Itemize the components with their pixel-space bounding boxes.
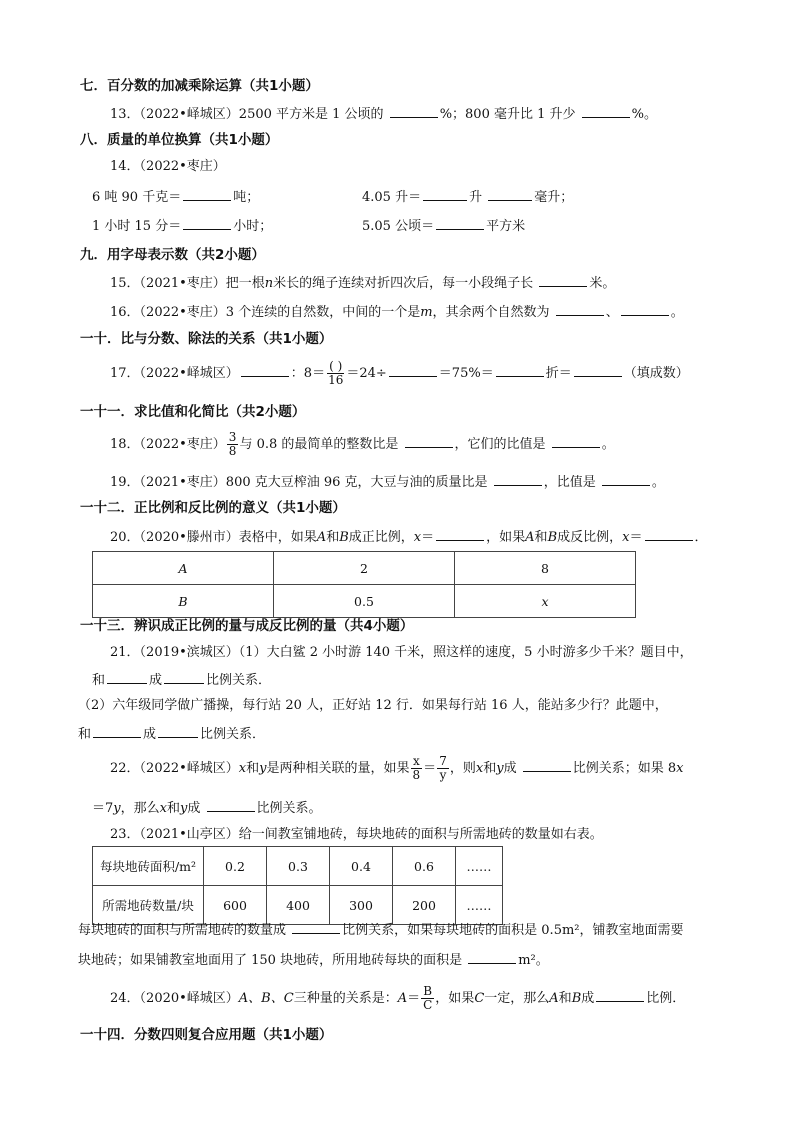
q21-text: 成 [143,727,157,742]
answer-blank[interactable] [582,104,630,118]
q24-text: 一定，那么 [484,991,550,1006]
q20-text: 和 [534,530,548,545]
q13-text: %；800 毫升比 1 升少 [439,107,576,122]
answer-blank[interactable] [602,472,650,486]
q20-text: 和 [326,530,340,545]
table-cell: A [93,552,274,585]
q22-text: 22．（2022•峄城区） [110,761,239,776]
q24-text: ＝ [407,991,421,1006]
q22-text: 和 [246,761,260,776]
var-a: A [397,991,408,1006]
q22-text: 比例关系。 [256,801,322,816]
q20-text: 20．（2020•滕州市）表格中，如果 [110,530,317,545]
q22-text: 成 [187,801,201,816]
answer-blank[interactable] [494,472,542,486]
fraction-denominator: 8 [228,444,237,458]
answer-blank[interactable] [389,363,437,377]
answer-blank[interactable] [556,302,604,316]
q24-text: ，如果 [435,991,475,1006]
table-cell: …… [456,847,503,886]
table-cell: …… [456,886,503,925]
q14-item-c [92,216,272,236]
question-23: 23．（2021•山亭区）给一间教室铺地砖，每块地砖的面积与所需地砖的数量如右表。 [110,827,603,842]
q14-text: 吨； [233,190,260,205]
fraction-numerator: B [423,984,433,998]
answer-blank[interactable] [292,920,340,934]
q14-text: 平方米 [486,219,526,234]
q21-text: 和 [78,727,92,742]
var-x: x [238,761,247,776]
var-x: x [676,761,684,776]
question-20 [110,527,708,547]
q17-text: ＝24÷ [346,366,387,381]
answer-blank[interactable] [390,104,438,118]
q17-text: （填成数） [623,366,689,381]
table-cell: 200 [393,886,456,925]
q18-text: 。 [601,437,615,452]
answer-blank[interactable] [164,670,204,684]
var-y: y [180,801,188,816]
q22-text: ＝7 [92,801,114,816]
fraction [411,755,423,782]
q14-item-a [92,187,259,207]
var-y: y [113,801,121,816]
fraction [421,985,434,1012]
answer-blank[interactable] [552,434,600,448]
q18-text: 18．（2022•枣庄） [110,437,226,452]
q23-text: m²。 [518,953,549,968]
q20-text: 成反比例， [557,530,623,545]
var-a: A [549,991,559,1006]
var-n: n [264,276,274,291]
q13-text: %。 [631,107,658,122]
table-cell: 0.6 [393,847,456,886]
fraction-denominator: y [439,768,447,782]
answer-blank[interactable] [596,988,644,1002]
section-11-title: 一十一．求比值和化简比（共2小题） [80,404,306,420]
answer-blank[interactable] [423,187,467,201]
q17-text: ：8＝ [290,366,326,381]
q20-text: ． [694,530,708,545]
answer-blank[interactable] [436,527,484,541]
section-9-title: 九．用字母表示数（共2小题） [80,247,265,263]
question-16 [110,302,684,322]
question-21-line-4 [78,724,265,744]
q22-text: ＝ [423,761,437,776]
question-14: 14．（2022•枣庄） [110,159,226,174]
q20-table [92,551,636,618]
table-row [93,585,636,618]
q16-text: 、 [605,305,619,320]
q18-text: ，它们的比值是 [454,437,546,452]
fraction-denominator: 8 [412,768,421,782]
q21-text: 比例关系． [200,727,266,742]
answer-blank[interactable] [645,527,693,541]
q20-text: 成正比例， [348,530,414,545]
answer-blank[interactable] [93,724,141,738]
question-24 [110,985,685,1012]
fraction [227,431,239,458]
var-y: y [259,761,267,776]
var-x: x [159,801,167,816]
table-cell: 8 [455,552,636,585]
q24-text: 比例． [646,991,686,1006]
q14-text: 5.05 公顷＝ [362,219,435,234]
q24-text: 和 [558,991,572,1006]
table-cell: 0.2 [204,847,267,886]
section-14-title: 一十四．分数四则复合应用题（共1小题） [80,1027,333,1043]
q21-text: 成 [149,673,163,688]
var-b: B [571,991,582,1006]
question-19 [110,472,665,492]
q22-text: 比例关系；如果 8 [572,761,677,776]
question-13 [110,104,657,124]
q17-text: 折＝ [545,366,572,381]
question-15 [110,273,615,293]
answer-blank[interactable] [436,216,484,230]
question-18 [110,431,615,458]
q21-text: 和 [92,673,106,688]
q21-text: 比例关系． [206,673,272,688]
var-b: B [339,530,349,545]
q15-text: 米。 [589,276,616,291]
q14-text: 小时； [233,219,273,234]
var-a: A [316,530,327,545]
q23-text: 块地砖；如果铺教室地面用了 150 块地砖，所用地砖每块的面积是 [78,953,463,968]
answer-blank[interactable] [468,950,516,964]
table-row [93,847,503,886]
question-21-line-2 [92,670,271,690]
q14-item-b [362,187,573,207]
q20-text: ＝ [629,530,643,545]
var-c: C [474,991,485,1006]
q15-text: 米长的绳子连续对折四次后，每一小段绳子长 [273,276,534,291]
q14-text: 毫升； [534,190,574,205]
answer-blank[interactable] [183,216,231,230]
table-row [93,552,636,585]
table-cell: 0.3 [267,847,330,886]
q16-text: 。 [670,305,684,320]
table-cell: 600 [204,886,267,925]
section-7-title: 七．百分数的加减乘除运算（共1小题） [80,78,319,94]
q22-text: 是两种相关联的量，如果 [266,761,410,776]
question-22-line-2 [92,798,322,818]
fraction-denominator: C [423,998,433,1012]
table-cell: 400 [267,886,330,925]
table-cell: B [93,585,274,618]
var-x: x [475,761,484,776]
answer-blank[interactable] [574,363,622,377]
q18-text: 与 0.8 的最简单的整数比是 [239,437,399,452]
section-13-title: 一十三．辨识成正比例的量与成反比例的量（共4小题） [80,618,414,634]
q22-text: ，那么 [120,801,160,816]
fraction [326,360,345,387]
question-21-line-3: （2）六年级同学做广播操，每行站 20 人，正好站 12 行．如果每行站 16 人，能站多少行？此题中， [78,698,668,713]
section-8-title: 八．质量的单位换算（共1小题） [80,132,279,148]
answer-blank[interactable] [183,187,231,201]
q15-text: 15．（2021•枣庄）把一根 [110,276,265,291]
var-b: B [547,530,558,545]
var-x: x [622,530,630,545]
fraction-numerator: 3 [228,430,237,444]
answer-blank[interactable] [241,363,289,377]
question-21-line-1: 21．（2019•滨城区）（1）大白鲨 2 小时游 140 千米，照这样的速度，5 小时游多少千米？题目中， [110,645,693,660]
section-10-title: 一十．比与分数、除法的关系（共1小题） [80,331,333,347]
q23-text: 每块地砖的面积与所需地砖的数量成 [78,923,287,938]
q17-text: 17．（2022•峄城区） [110,366,239,381]
q14-text: 6 吨 90 千克＝ [92,190,182,205]
answer-blank[interactable] [207,798,255,812]
q17-text: ＝75%＝ [438,366,494,381]
var-abc: A、B、C [238,991,294,1006]
q24-text: 成 [581,991,595,1006]
table-cell: 0.4 [330,847,393,886]
q14-text: 升 [469,190,483,205]
q16-text: 16．（2022•枣庄）3 个连续的自然数，中间的一个是 [110,305,421,320]
fraction-numerator: 7 [439,754,447,768]
q20-text: ，如果 [486,530,526,545]
var-x: x [413,530,422,545]
table-cell: 每块地砖面积/m² [93,847,204,886]
answer-blank[interactable] [405,434,453,448]
answer-blank[interactable] [539,273,587,287]
q14-item-d [362,216,525,236]
q16-text: ，其余两个自然数为 [432,305,550,320]
q22-text: 和 [167,801,181,816]
q23-text: 比例关系，如果每块地砖的面积是 0.5m²，铺教室地面需要 [342,923,684,938]
table-row [93,886,503,925]
table-cell: x [455,585,636,618]
fraction-numerator: x [412,754,420,768]
q24-text: 24．（2020•峄城区） [110,991,239,1006]
q22-text: 和 [483,761,497,776]
fraction [437,755,449,782]
q14-text: 4.05 升＝ [362,190,422,205]
fraction-denominator: 16 [328,373,344,387]
q19-text: 。 [651,475,665,490]
question-22-line-1 [110,755,683,782]
var-y: y [496,761,504,776]
fraction-numerator[interactable]: ( ) [329,359,343,373]
q20-text: ＝ [421,530,435,545]
answer-blank[interactable] [496,363,544,377]
q22-text: ，则 [449,761,476,776]
table-cell: 0.5 [274,585,455,618]
q19-text: ，比值是 [543,475,596,490]
answer-blank[interactable] [158,724,198,738]
table-cell: 2 [274,552,455,585]
section-12-title: 一十二．正比例和反比例的意义（共1小题） [80,500,346,516]
question-23-line-3 [78,950,549,970]
q22-text: 成 [503,761,517,776]
table-cell: 所需地砖数量/块 [93,886,204,925]
table-cell: 300 [330,886,393,925]
question-17 [110,360,689,387]
answer-blank[interactable] [107,670,147,684]
q13-text: 13．（2022•峄城区）2500 平方米是 1 公顷的 [110,107,384,122]
question-23-line-2 [78,920,684,940]
q14-text: 1 小时 15 分＝ [92,219,182,234]
q24-text: 三种量的关系是： [293,991,398,1006]
var-a: A [525,530,535,545]
answer-blank[interactable] [523,758,571,772]
answer-blank[interactable] [488,187,532,201]
var-m: m [420,305,433,320]
answer-blank[interactable] [621,302,669,316]
q23-table [92,846,503,925]
q19-text: 19．（2021•枣庄）800 克大豆榨油 96 克，大豆与油的质量比是 [110,475,488,490]
